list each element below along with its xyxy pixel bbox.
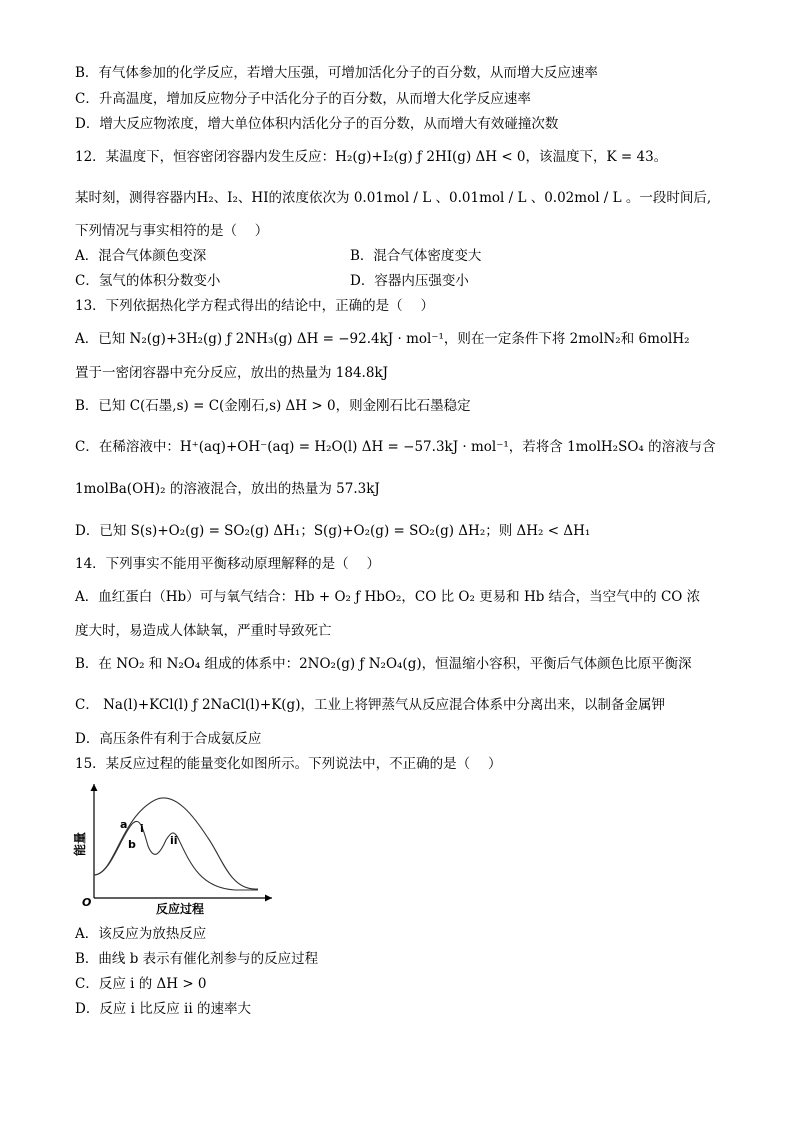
x-axis-label: 反应过程 (156, 902, 205, 916)
q15-option-d: D．反应 i 比反应 ii 的速率大 (75, 1001, 251, 1017)
y-axis-label: 能量 (73, 831, 87, 856)
q12-stem: 12．某温度下，恒容密闭容器内发生反应：H₂(g)+I₂(g) ƒ 2HI(g) ΔH < 0，该温度下，K = 43。 (75, 149, 668, 165)
q13-option-a: A．已知 N₂(g)+3H₂(g) ƒ 2NH₃(g) ΔH = −92.4kJ · mol⁻¹，则在一定条件下将 2molN₂和 6molH₂ (75, 331, 690, 347)
q11-option-b: B．有气体参加的化学反应，若增大压强，可增加活化分子的百分数，从而增大反应速率 (75, 65, 598, 81)
q13-option-a-2: 置于一密闭容器中充分反应，放出的热量为 184.8kJ (75, 365, 389, 381)
q15-stem: 15．某反应过程的能量变化如图所示。下列说法中，不正确的是（ ） (75, 756, 502, 772)
q15-option-c: C．反应 i 的 ΔH > 0 (75, 976, 207, 992)
q12-stem-3: 下列情况与事实相符的是（ ） (75, 223, 269, 239)
q13-option-c-2: 1molBa(OH)₂ 的溶液混合，放出的热量为 57.3kJ (75, 481, 380, 497)
q14-option-a-2: 度大时，易造成人体缺氧，严重时导致死亡 (75, 623, 332, 639)
q14-option-a: A．血红蛋白（Hb）可与氧气结合：Hb + O₂ ƒ HbO₂，CO 比 O₂ 更易和 Hb 结合，当空气中的 CO 浓 (75, 589, 701, 605)
q14-option-b: B．在 NO₂ 和 N₂O₄ 组成的体系中：2NO₂(g) ƒ N₂O₄(g)，恒温缩小容积，平衡后气体颜色比原平衡深 (75, 656, 692, 672)
q13-stem: 13．下列依据热化学方程式得出的结论中，正确的是（ ） (75, 298, 434, 314)
q13-option-d: D．已知 S(s)+O₂(g) = SO₂(g) ΔH₁；S(g)+O₂(g) = SO₂(g) ΔH₂；则 ΔH₂ < ΔH₁ (75, 523, 591, 539)
curve-a-label: a (120, 818, 128, 831)
q12-option-b: B．混合气体密度变大 (350, 248, 482, 264)
curve-b-label: b (128, 838, 136, 851)
curve-b (94, 821, 258, 890)
origin-label: O (82, 896, 92, 909)
q11-option-c: C．升高温度，增加反应物分子中活化分子的百分数，从而增大化学反应速率 (75, 91, 531, 107)
q15-option-b: B．曲线 b 表示有催化剂参与的反应过程 (75, 951, 319, 967)
q13-option-b: B．已知 C(石墨,s) = C(金刚石,s) ΔH > 0，则金刚石比石墨稳定 (75, 398, 471, 414)
q15-option-a: A．该反应为放热反应 (75, 926, 207, 942)
q13-option-c: C．在稀溶液中：H⁺(aq)+OH⁻(aq) = H₂O(l) ΔH = −57.3kJ · mol⁻¹，若将含 1molH₂SO₄ 的溶液与含 (75, 439, 716, 455)
energy-diagram (73, 778, 280, 918)
q14-option-c: C． Na(l)+KCl(l) ƒ 2NaCl(l)+K(g)，工业上将钾蒸气从反应混合体系中分离出来，以制备金属钾 (75, 697, 665, 713)
q12-stem-2: 某时刻，测得容器内H₂、I₂、HI的浓度依次为 0.01mol / L 、0.01mol / L 、0.02mol / L 。一段时间后, (75, 190, 712, 206)
q12-option-a: A．混合气体颜色变深 (75, 248, 207, 264)
q12-option-c: C．氢气的体积分数变小 (75, 273, 221, 289)
q12-option-d: D．容器内压强变小 (350, 273, 469, 289)
q14-stem: 14．下列事实不能用平衡移动原理解释的是（ ） (75, 556, 380, 572)
peak-i-label: i (140, 822, 144, 835)
q14-option-d: D．高压条件有利于合成氨反应 (75, 731, 262, 747)
q11-option-d: D．增大反应物浓度，增大单位体积内活化分子的百分数，从而增大有效碰撞次数 (75, 116, 559, 132)
peak-ii-label: ii (170, 834, 178, 847)
